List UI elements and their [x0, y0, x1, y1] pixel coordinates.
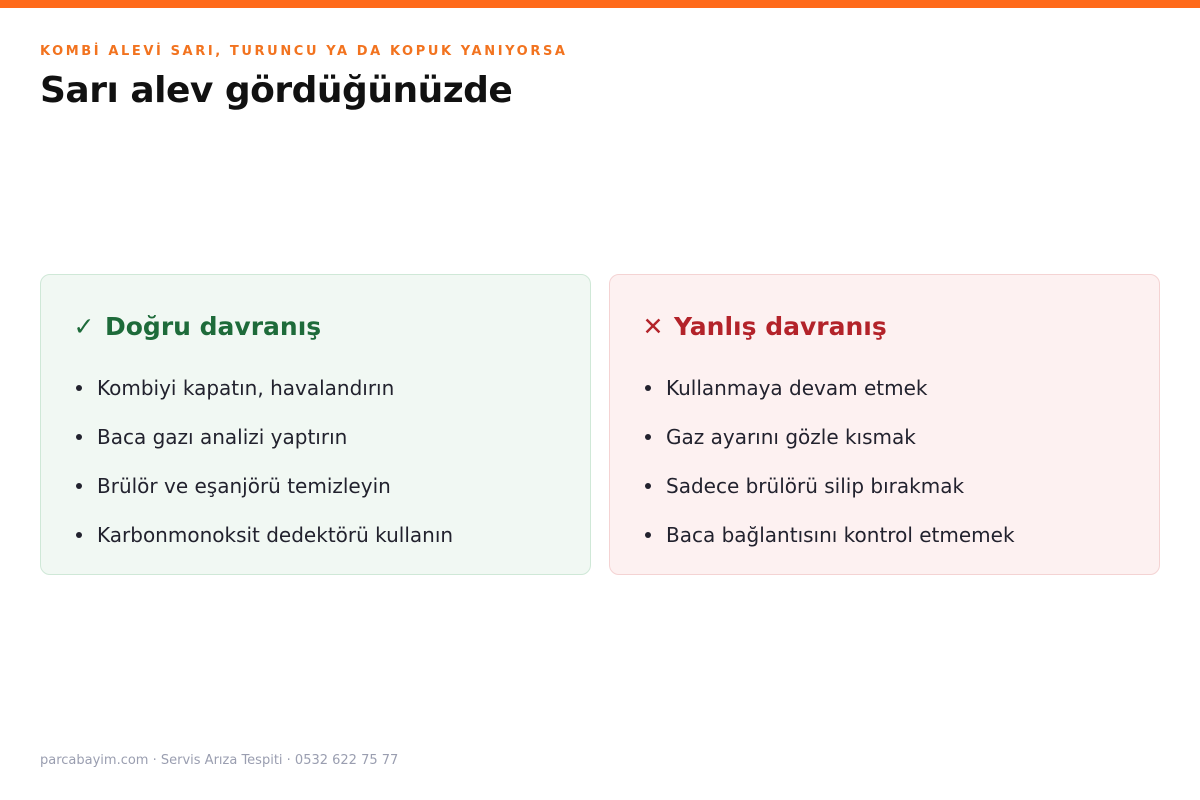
bullet-icon [645, 385, 651, 391]
wrong-behavior-card [609, 274, 1160, 575]
list-item [71, 363, 590, 412]
list-item [640, 363, 1159, 412]
cross-icon: ✕ [642, 311, 664, 341]
correct-behavior-list [71, 363, 590, 559]
list-item [640, 510, 1159, 559]
accent-bar [0, 0, 1200, 8]
list-item [640, 461, 1159, 510]
correct-behavior-heading [71, 309, 590, 343]
check-icon: ✓ [73, 311, 95, 341]
correct-behavior-card [40, 274, 591, 575]
wrong-behavior-heading [640, 309, 1159, 343]
footer-text: parcabayim.com · Servis Arıza Tespiti · 0532 622 75 77 [40, 753, 399, 768]
list-item [71, 412, 590, 461]
section-eyebrow: KOMBİ ALEVİ SARI, TURUNCU YA DA KOPUK YANIYORSA [40, 44, 568, 59]
list-item-text: Baca bağlantısını kontrol etmemek [666, 522, 1015, 547]
list-item [640, 412, 1159, 461]
bullet-icon [76, 483, 82, 489]
bullet-icon [645, 434, 651, 440]
page-title: Sarı alev gördüğünüzde [40, 70, 513, 111]
bullet-icon [76, 532, 82, 538]
bullet-icon [76, 434, 82, 440]
list-item [71, 510, 590, 559]
wrong-behavior-list [640, 363, 1159, 559]
bullet-icon [645, 483, 651, 489]
list-item-text: Sadece brülörü silip bırakmak [666, 473, 965, 498]
wrong-behavior-title: Yanlış davranış [674, 311, 887, 341]
list-item-text: Karbonmonoksit dedektörü kullanın [97, 522, 454, 547]
bullet-icon [645, 532, 651, 538]
list-item-text: Gaz ayarını gözle kısmak [666, 424, 916, 449]
list-item-text: Baca gazı analizi yaptırın [97, 424, 348, 449]
list-item-text: Brülör ve eşanjörü temizleyin [97, 473, 391, 498]
bullet-icon [76, 385, 82, 391]
list-item [71, 461, 590, 510]
list-item-text: Kullanmaya devam etmek [666, 375, 928, 400]
correct-behavior-title: Doğru davranış [105, 311, 322, 341]
list-item-text: Kombiyi kapatın, havalandırın [97, 375, 395, 400]
